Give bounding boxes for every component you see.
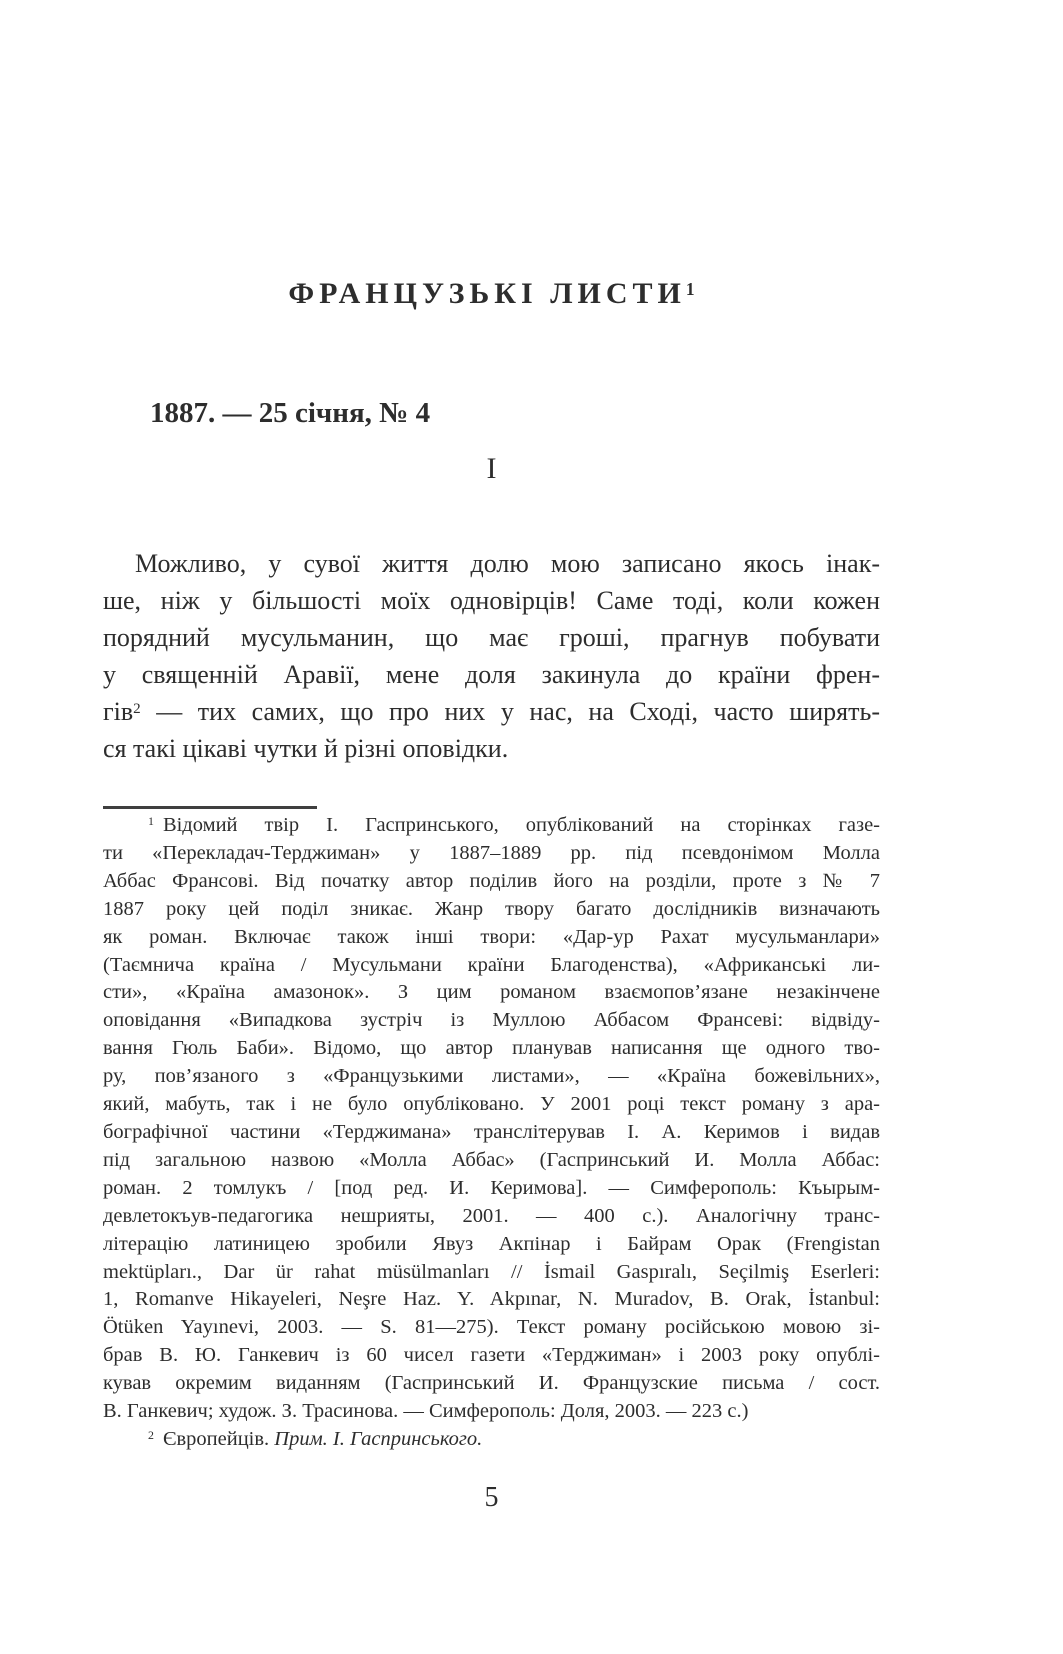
- text-line: [103, 730, 880, 767]
- text-segment: порядний мусульманин, що має гроші, прагнув побувати: [103, 623, 880, 652]
- text-line: [103, 1426, 880, 1454]
- text-line: [103, 582, 880, 619]
- footnote-ref: 1: [148, 814, 154, 829]
- text-line: [103, 868, 880, 896]
- text-segment: Європейців.: [162, 1427, 275, 1450]
- footnote-ref: 2: [148, 1428, 154, 1443]
- page-title-text: ФРАНЦУЗЬКІ ЛИСТИ: [288, 277, 686, 310]
- text-line: [103, 1314, 880, 1342]
- main-paragraph: [103, 545, 880, 767]
- text-line: [103, 1175, 880, 1203]
- footnote-1: [103, 812, 880, 1426]
- text-segment: вання Гюль Баби». Відомо, що автор планував написання ще одного тво-: [103, 1037, 880, 1060]
- text-line: [103, 1342, 880, 1370]
- text-segment: роман. 2 томлукъ / [под ред. И. Керимова]. — Симферополь: Къырым-: [103, 1176, 880, 1199]
- text-segment: Можливо, у сувої життя долю мою записано якось інак-: [135, 549, 880, 578]
- text-line: [103, 812, 880, 840]
- text-segment: бографічної частини «Терджимана» транслітерував І. А. Керимов і видав: [103, 1120, 880, 1143]
- footnote-ref-1: 1: [685, 278, 695, 299]
- text-line: [103, 952, 880, 980]
- text-segment: — тих самих, що про них у нас, на Сході, часто ширять-: [140, 697, 880, 726]
- text-segment: ся такі цікаві чутки й різні оповідки.: [103, 734, 509, 763]
- text-segment: Відомий твір І. Гаспринського, опублікований на сторінках газе-: [162, 814, 880, 836]
- text-line: [103, 693, 880, 730]
- text-segment: літерацію латиницею зробили Явуз Акпінар і Байрам Орак (Frengistan: [103, 1232, 880, 1255]
- text-segment: В. Ганкевич; худож. З. Трасинова. — Симферополь: Доля, 2003. — 223 с.): [103, 1400, 749, 1423]
- text-segment: Ötüken Yayınevi, 2003. — S. 81—275). Текст роману російською мовою зі-: [103, 1316, 880, 1339]
- text-line: [103, 1231, 880, 1259]
- text-line: [103, 896, 880, 924]
- text-segment: сти», «Країна амазонок». З цим романом взаємопов’язане незакінчене: [103, 981, 880, 1004]
- text-line: [103, 1147, 880, 1175]
- text-line: [103, 656, 880, 693]
- text-line: [103, 1286, 880, 1314]
- page-number: 5: [484, 1482, 499, 1513]
- text-line: [103, 1259, 880, 1287]
- footnote-ref: 2: [133, 700, 141, 717]
- italic-text: Прим. І. Гаспринського.: [274, 1427, 483, 1450]
- text-line: [103, 1007, 880, 1035]
- text-segment: який, мабуть, так і не було опубліковано. У 2001 році текст роману з ара-: [103, 1093, 880, 1116]
- text-segment: під загальною назвою «Молла Аббас» (Гаспринський И. Молла Аббас:: [103, 1148, 880, 1171]
- text-segment: mektüpları., Dar ür rahat müsülmanları // İsmail Gaspıralı, Seçilmiş Eserleri:: [103, 1260, 880, 1283]
- text-line: [103, 1063, 880, 1091]
- text-line: [103, 1203, 880, 1231]
- text-line: [103, 1119, 880, 1147]
- text-segment: як роман. Включає також інші твори: «Дар-ур Рахат мусульманлари»: [103, 925, 880, 948]
- text-segment: девлетокъув-педагогика нешрияты, 2001. — 400 с.). Аналогічну транс-: [103, 1204, 880, 1227]
- text-line: [103, 1091, 880, 1119]
- section-numeral: I: [486, 452, 497, 485]
- text-line: [103, 840, 880, 868]
- text-segment: ше, ніж у більшості моїх одновірців! Саме тоді, коли кожен: [103, 586, 880, 615]
- text-line: [103, 1035, 880, 1063]
- text-segment: ти «Перекладач-Терджиман» у 1887–1889 рр. під псевдонімом Молла: [103, 841, 880, 864]
- page-title: [103, 277, 880, 310]
- text-segment: брав В. Ю. Ганкевич із 60 чисел газети «Терджиман» і 2003 року опублі-: [103, 1344, 880, 1367]
- text-segment: кував окремим виданням (Гаспринський И. Французские письма / сост.: [103, 1372, 880, 1395]
- text-segment: 1887 року цей поділ зникає. Жанр твору багато дослідників визначають: [103, 897, 880, 920]
- footnote-rule: [103, 806, 317, 809]
- text-segment: 1, Romanve Hikayeleri, Neşre Haz. Y. Akpınar, N. Muradov, B. Orak, İstanbul:: [103, 1288, 880, 1311]
- footnote-2: [103, 1426, 880, 1454]
- text-line: [103, 1370, 880, 1398]
- text-segment: ру, пов’язаного з «Французькими листами», — «Країна божевільних»,: [103, 1065, 880, 1088]
- text-segment: Аббас Франсові. Від початку автор поділив його на розділи, проте з № 7: [103, 869, 880, 892]
- text-segment: оповідання «Випадкова зустріч із Муллою Аббасом Франсеві: відвіду-: [103, 1009, 880, 1032]
- text-line: [103, 545, 880, 582]
- text-line: [103, 1398, 880, 1426]
- text-line: [103, 979, 880, 1007]
- dateline: 1887. — 25 січня, № 4: [150, 397, 431, 429]
- text-line: [103, 619, 880, 656]
- text-segment: гів: [103, 697, 134, 726]
- text-line: [103, 924, 880, 952]
- footnotes-section: [103, 812, 880, 1454]
- text-segment: у священній Аравії, мене доля закинула до країни френ-: [103, 660, 880, 689]
- text-segment: (Таємнича країна / Мусульмани країни Благоденства), «Африканські ли-: [103, 953, 880, 976]
